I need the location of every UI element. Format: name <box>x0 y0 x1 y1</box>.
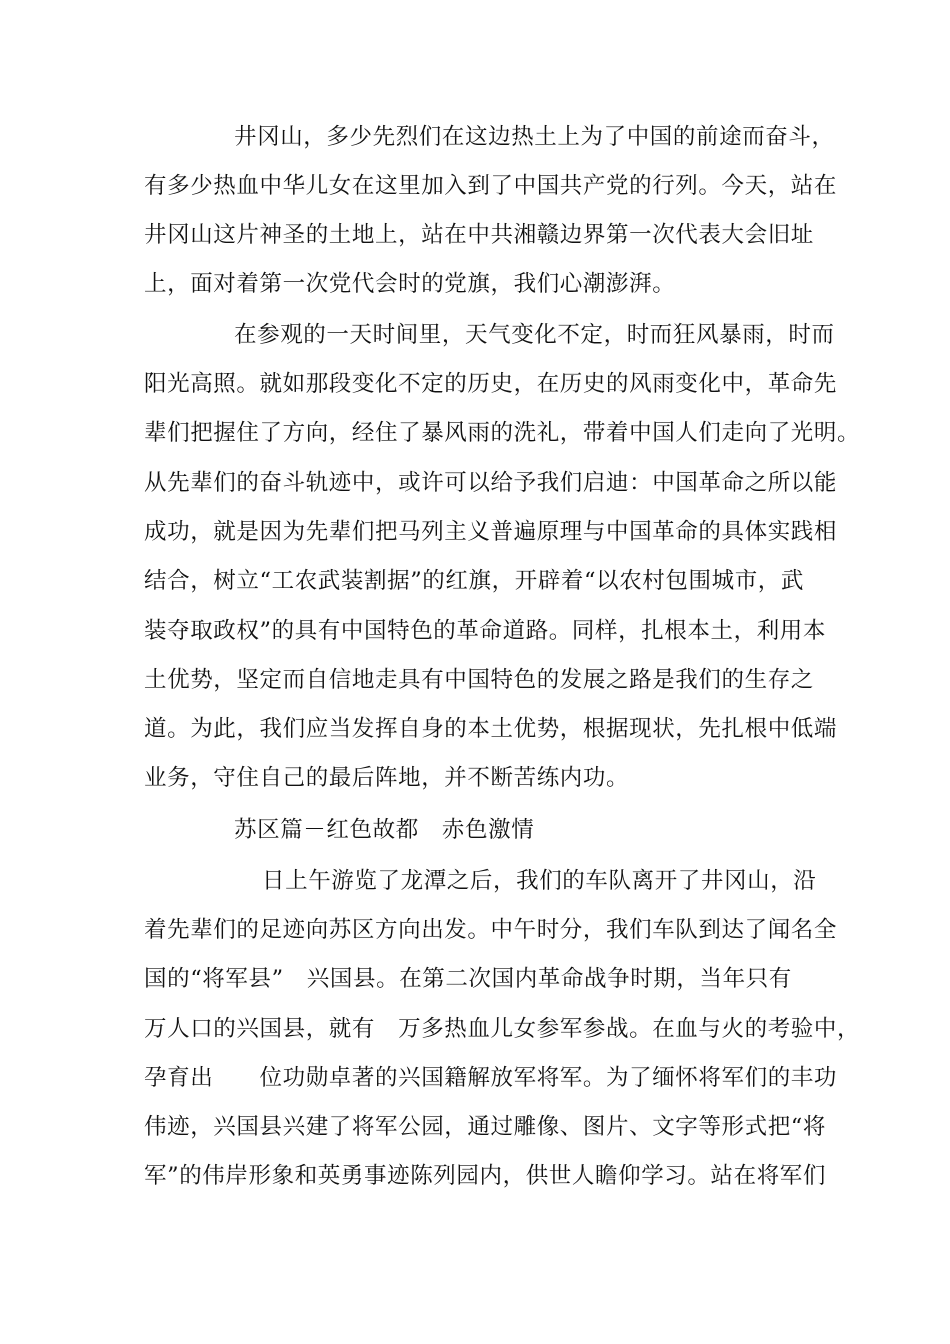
paragraph-1-line-2: 有多少热血中华儿女在这里加入到了中国共产党的行列。今天，站在 <box>144 173 838 199</box>
paragraph-3-line-7: 军”的伟岸形象和英勇事迹陈列园内，供世人瞻仰学习。站在将军们 <box>144 1163 827 1189</box>
paragraph-2-line-10: 业务，守住自己的最后阵地，并不断苦练内功。 <box>144 765 630 791</box>
paragraph-3-line-1: 日上午游览了龙潭之后，我们的车队离开了井冈山，沿 <box>262 868 817 894</box>
paragraph-2-line-5: 成功，就是因为先辈们把马列主义普遍原理与中国革命的具体实践相 <box>144 519 838 545</box>
paragraph-3-line-5: 孕育出 位功勋卓著的兴国籍解放军将军。为了缅怀将军们的丰功 <box>144 1065 838 1091</box>
paragraph-2-line-4: 从先辈们的奋斗轨迹中，或许可以给予我们启迪：中国革命之所以能 <box>144 470 838 496</box>
paragraph-1-line-4: 上，面对着第一次党代会时的党旗，我们心潮澎湃。 <box>144 271 676 297</box>
section-heading: 苏区篇－红色故都 赤色激情 <box>234 817 535 843</box>
paragraph-3-line-3: 国的“将军县” 兴国县。在第二次国内革命战争时期，当年只有 <box>144 966 792 992</box>
paragraph-2-line-8: 土优势，坚定而自信地走具有中国特色的发展之路是我们的生存之 <box>144 667 814 693</box>
paragraph-2-line-6: 结合，树立“工农武装割据”的红旗，开辟着“以农村包围城市，武 <box>144 568 805 594</box>
paragraph-2-line-7: 装夺取政权”的具有中国特色的革命道路。同样，扎根本土，利用本 <box>144 618 827 644</box>
paragraph-2-line-2: 阳光高照。就如那段变化不定的历史，在历史的风雨变化中，革命先 <box>144 371 838 397</box>
paragraph-2-line-1: 在参观的一天时间里，天气变化不定，时而狂风暴雨，时而 <box>234 322 835 348</box>
paragraph-3-line-2: 着先辈们的足迹向苏区方向出发。中午时分，我们车队到达了闻名全 <box>144 917 838 943</box>
paragraph-3-line-6: 伟迹，兴国县兴建了将军公园，通过雕像、图片、文字等形式把“将 <box>144 1114 827 1140</box>
paragraph-2-line-9: 道。为此，我们应当发挥自身的本土优势，根据现状，先扎根中低端 <box>144 716 838 742</box>
paragraph-1-line-3: 井冈山这片神圣的土地上，站在中共湘赣边界第一次代表大会旧址 <box>144 222 814 248</box>
paragraph-3-line-4: 万人口的兴国县，就有 万多热血儿女参军参战。在血与火的考验中， <box>144 1016 861 1042</box>
paragraph-2-line-3: 辈们把握住了方向，经住了暴风雨的洗礼，带着中国人们走向了光明。 <box>144 420 861 446</box>
paragraph-1-line-1: 井冈山，多少先烈们在这边热土上为了中国的前途而奋斗， <box>234 124 835 150</box>
